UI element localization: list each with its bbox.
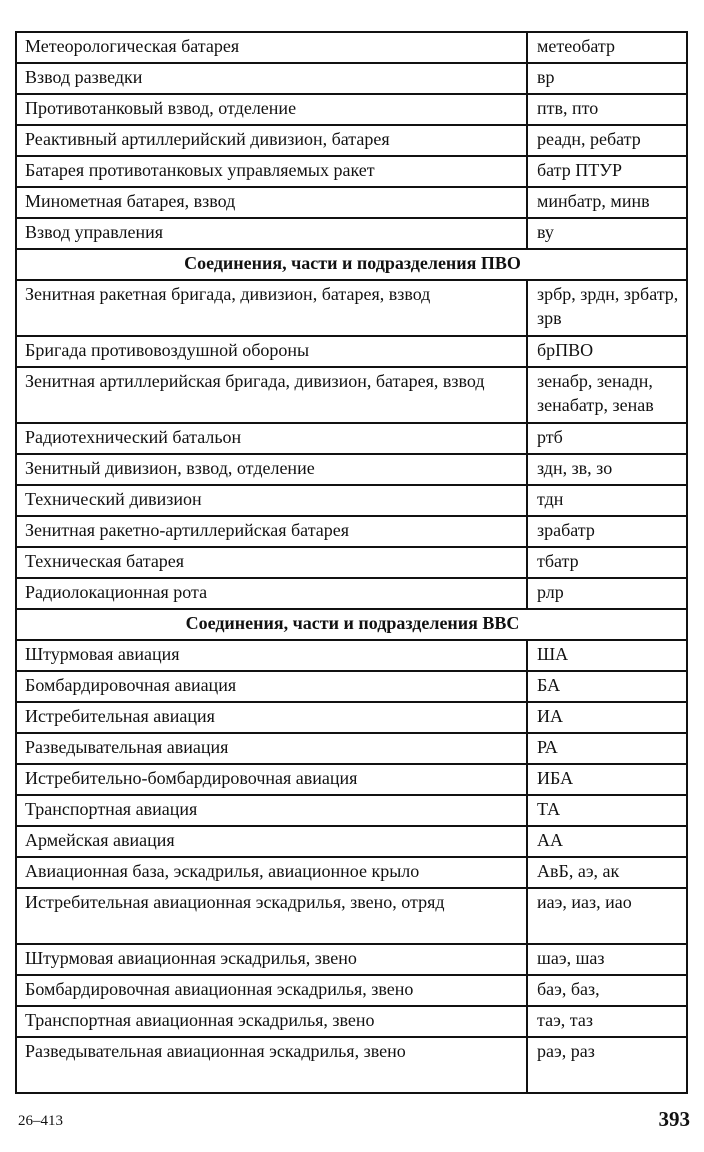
abbreviation-cell: раэ, раз xyxy=(527,1037,687,1093)
abbreviation-cell: ву xyxy=(527,218,687,249)
unit-name-cell: Метеорологическая батарея xyxy=(16,32,527,63)
table-row xyxy=(16,1037,687,1093)
unit-name-cell: Реактивный артиллерийский дивизион, батарея xyxy=(16,125,527,156)
table-row xyxy=(16,1006,687,1037)
abbreviation-cell: ША xyxy=(527,640,687,671)
table-row xyxy=(16,367,687,423)
table-row xyxy=(16,671,687,702)
table-row xyxy=(16,423,687,454)
unit-name-cell: Минометная батарея, взвод xyxy=(16,187,527,218)
unit-name-cell: Разведывательная авиационная эскадрилья, звено xyxy=(16,1037,527,1093)
unit-name-cell: Радиолокационная рота xyxy=(16,578,527,609)
abbreviation-cell: зрабатр xyxy=(527,516,687,547)
table-row xyxy=(16,156,687,187)
unit-name-cell: Разведывательная авиация xyxy=(16,733,527,764)
abbreviation-cell: брПВО xyxy=(527,336,687,367)
abbreviation-cell: иаэ, иаз, иао xyxy=(527,888,687,944)
section-title: Соединения, части и подразделения ВВС xyxy=(16,609,687,640)
table-row xyxy=(16,888,687,944)
section-header-row xyxy=(16,609,687,640)
unit-name-cell: Бомбардировочная авиационная эскадрилья, звено xyxy=(16,975,527,1006)
table-row xyxy=(16,485,687,516)
table-row xyxy=(16,702,687,733)
abbreviation-cell: баэ, баз, xyxy=(527,975,687,1006)
table-row xyxy=(16,975,687,1006)
table-row xyxy=(16,187,687,218)
table-row xyxy=(16,733,687,764)
table-row xyxy=(16,125,687,156)
unit-name-cell: Взвод разведки xyxy=(16,63,527,94)
table-row xyxy=(16,578,687,609)
abbreviation-cell: рлр xyxy=(527,578,687,609)
unit-name-cell: Бомбардировочная авиация xyxy=(16,671,527,702)
unit-name-cell: Армейская авиация xyxy=(16,826,527,857)
table-row xyxy=(16,63,687,94)
table-row xyxy=(16,280,687,336)
abbreviations-table xyxy=(15,31,688,1094)
abbreviation-cell: АА xyxy=(527,826,687,857)
abbreviation-cell: зенабр, зенадн, зенабатр, зенав xyxy=(527,367,687,423)
unit-name-cell: Техническая батарея xyxy=(16,547,527,578)
abbreviation-cell: таэ, таз xyxy=(527,1006,687,1037)
unit-name-cell: Истребительная авиация xyxy=(16,702,527,733)
abbreviation-cell: здн, зв, зо xyxy=(527,454,687,485)
unit-name-cell: Транспортная авиация xyxy=(16,795,527,826)
abbreviation-cell: ИБА xyxy=(527,764,687,795)
abbreviation-cell: вр xyxy=(527,63,687,94)
abbreviation-cell: метеобатр xyxy=(527,32,687,63)
table-row xyxy=(16,640,687,671)
unit-name-cell: Истребительная авиационная эскадрилья, звено, отряд xyxy=(16,888,527,944)
table-row xyxy=(16,218,687,249)
abbreviation-cell: батр ПТУР xyxy=(527,156,687,187)
abbreviation-cell: реадн, ребатр xyxy=(527,125,687,156)
unit-name-cell: Технический дивизион xyxy=(16,485,527,516)
unit-name-cell: Противотанковый взвод, отделение xyxy=(16,94,527,125)
table-row xyxy=(16,32,687,63)
abbreviation-cell: РА xyxy=(527,733,687,764)
table-row xyxy=(16,795,687,826)
unit-name-cell: Взвод управления xyxy=(16,218,527,249)
unit-name-cell: Авиационная база, эскадрилья, авиационное крыло xyxy=(16,857,527,888)
table-row xyxy=(16,826,687,857)
table-row xyxy=(16,94,687,125)
printer-signature: 26–413 xyxy=(18,1113,63,1129)
table-row xyxy=(16,516,687,547)
unit-name-cell: Истребительно-бомбардировочная авиация xyxy=(16,764,527,795)
unit-name-cell: Зенитная ракетная бригада, дивизион, батарея, взвод xyxy=(16,280,527,336)
unit-name-cell: Транспортная авиационная эскадрилья, звено xyxy=(16,1006,527,1037)
abbreviation-cell: ртб xyxy=(527,423,687,454)
table-row xyxy=(16,454,687,485)
unit-name-cell: Зенитная ракетно-артиллерийская батарея xyxy=(16,516,527,547)
table-row xyxy=(16,944,687,975)
abbreviation-cell: тбатр xyxy=(527,547,687,578)
abbreviation-cell: тдн xyxy=(527,485,687,516)
abbreviation-cell: БА xyxy=(527,671,687,702)
abbreviation-cell: минбатр, минв xyxy=(527,187,687,218)
table-row xyxy=(16,336,687,367)
abbreviation-cell: АвБ, аэ, ак xyxy=(527,857,687,888)
abbreviation-cell: ТА xyxy=(527,795,687,826)
abbreviation-cell: зрбр, зрдн, зрбатр, зрв xyxy=(527,280,687,336)
unit-name-cell: Зенитный дивизион, взвод, отделение xyxy=(16,454,527,485)
section-header-row xyxy=(16,249,687,280)
unit-name-cell: Бригада противовоздушной обороны xyxy=(16,336,527,367)
unit-name-cell: Батарея противотанковых управляемых ракет xyxy=(16,156,527,187)
table-row xyxy=(16,764,687,795)
table-row xyxy=(16,857,687,888)
table-row xyxy=(16,547,687,578)
section-title: Соединения, части и подразделения ПВО xyxy=(16,249,687,280)
page-number: 393 xyxy=(658,1107,690,1131)
unit-name-cell: Радиотехнический батальон xyxy=(16,423,527,454)
unit-name-cell: Штурмовая авиация xyxy=(16,640,527,671)
unit-name-cell: Штурмовая авиационная эскадрилья, звено xyxy=(16,944,527,975)
abbreviation-cell: шаэ, шаз xyxy=(527,944,687,975)
table-body xyxy=(16,32,687,1093)
abbreviation-cell: ИА xyxy=(527,702,687,733)
abbreviation-cell: птв, пто xyxy=(527,94,687,125)
unit-name-cell: Зенитная артиллерийская бригада, дивизион, батарея, взвод xyxy=(16,367,527,423)
